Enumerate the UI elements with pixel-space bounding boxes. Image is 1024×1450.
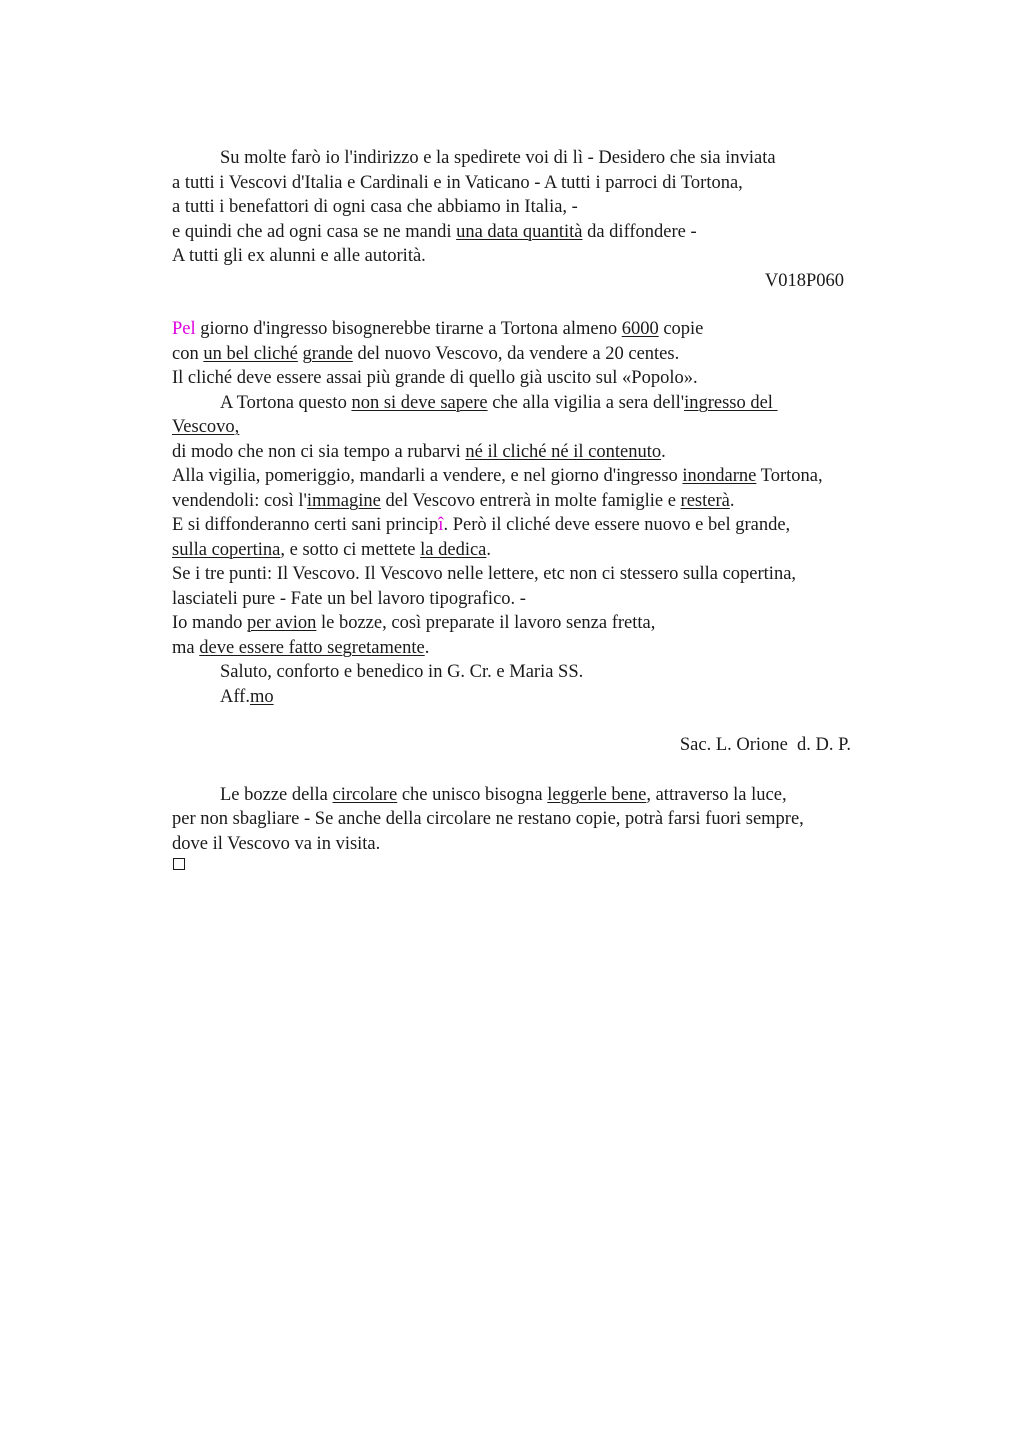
text-line: a tutti i Vescovi d'Italia e Cardinali e in Vaticano - A tutti i parroci di Tortona,: [172, 173, 743, 193]
text-line: lasciateli pure - Fate un bel lavoro tipografico. -: [172, 589, 526, 609]
text-line: Su molte farò io l'indirizzo e la spedirete voi di lì - Desidero che sia inviata: [220, 148, 776, 168]
text-line: Le bozze della circolare che unisco bisogna leggerle bene, attraverso la luce,: [220, 785, 787, 805]
text-line: sulla copertina, e sotto ci mettete la dedica.: [172, 540, 492, 560]
text-line: Pel giorno d'ingresso bisognerebbe tirarne a Tortona almeno 6000 copie: [172, 319, 704, 339]
text-line: ma deve essere fatto segretamente.: [172, 638, 430, 658]
text-line: per non sbagliare - Se anche della circolare ne restano copie, potrà farsi fuori sempre,: [172, 809, 804, 829]
text-line: Se i tre punti: Il Vescovo. Il Vescovo nelle lettere, etc non ci stessero sulla copertina,: [172, 564, 797, 584]
text-line: Vescovo,: [172, 417, 240, 437]
text-line: dove il Vescovo va in visita.: [172, 834, 381, 854]
empty-square-icon: [173, 858, 185, 870]
text-line: Aff.mo: [220, 687, 274, 707]
text-line: Alla vigilia, pomeriggio, mandarli a vendere, e nel giorno d'ingresso inondarne Tortona,: [172, 466, 823, 486]
text-line: vendendoli: così l'immagine del Vescovo entrerà in molte famiglie e resterà.: [172, 491, 735, 511]
text-line: Il cliché deve essere assai più grande di quello già uscito sul «Popolo».: [172, 368, 698, 388]
text-line: Saluto, conforto e benedico in G. Cr. e Maria SS.: [220, 662, 584, 682]
signature: Sac. L. Orione d. D. P.: [679, 735, 851, 755]
text-line: E si diffonderanno certi sani principî. Però il cliché deve essere nuovo e bel grande,: [172, 515, 791, 535]
text-line: A Tortona questo non si deve sapere che alla vigilia a sera dell'ingresso del: [220, 393, 778, 413]
text-line: Io mando per avion le bozze, così preparate il lavoro senza fretta,: [172, 613, 656, 633]
page-reference: V018P060: [764, 271, 844, 291]
text-line: a tutti i benefattori di ogni casa che abbiamo in Italia, -: [172, 197, 578, 217]
text-line: e quindi che ad ogni casa se ne mandi una data quantità da diffondere -: [172, 222, 697, 242]
text-line: con un bel cliché grande del nuovo Vescovo, da vendere a 20 centes.: [172, 344, 680, 364]
text-line: di modo che non ci sia tempo a rubarvi né il cliché né il contenuto.: [172, 442, 666, 462]
text-line: A tutti gli ex alunni e alle autorità.: [172, 246, 426, 266]
